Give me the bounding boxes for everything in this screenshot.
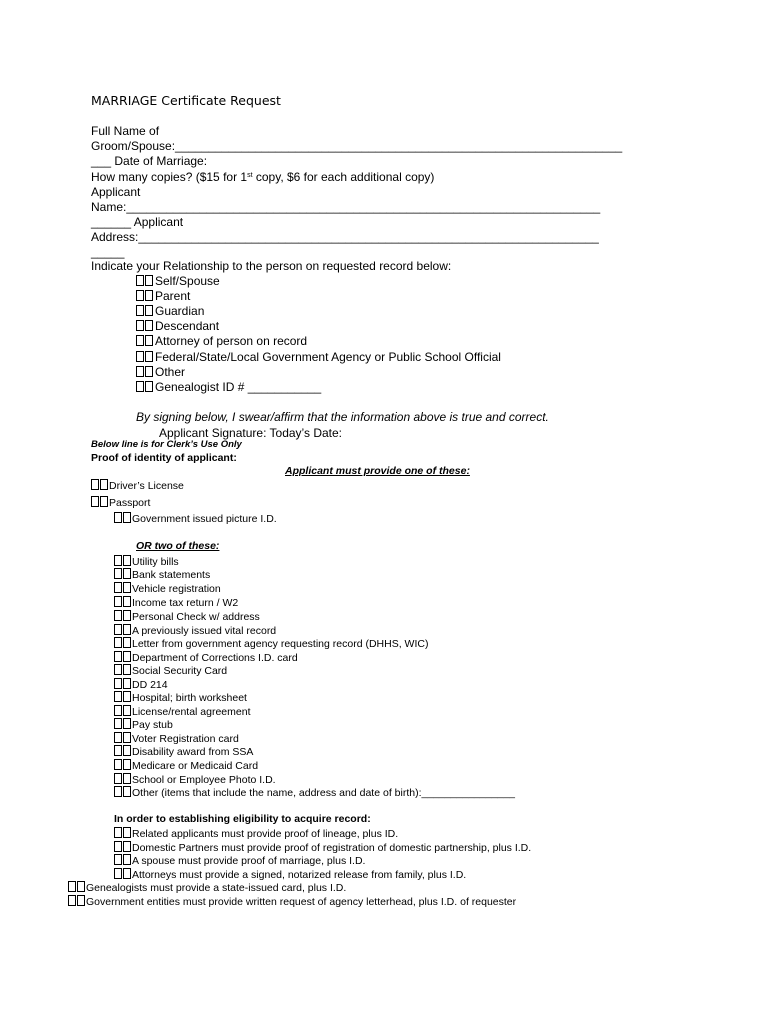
checkbox-icon	[123, 651, 131, 662]
applicant-address-field: Address:_____________________________________________________________________	[91, 230, 599, 244]
id-option-social-security: Social Security Card	[114, 664, 227, 677]
id-option-gov-letter: Letter from government agency requesting record (DHHS, WIC)	[114, 637, 428, 650]
id-option-medicare-card: Medicare or Medicaid Card	[114, 759, 258, 772]
checkbox-icon	[136, 290, 144, 301]
checkbox-icon	[123, 841, 131, 852]
checkbox-icon	[145, 351, 153, 362]
checkbox-icon	[145, 335, 153, 346]
relationship-heading: Indicate your Relationship to the person on requested record below:	[91, 259, 452, 273]
id-option-other: Other (items that include the name, address and date of birth):________________	[114, 786, 515, 799]
checkbox-icon	[114, 555, 122, 566]
date-of-marriage-field: ___ Date of Marriage:	[91, 154, 208, 168]
checkbox-icon	[114, 691, 122, 702]
checkbox-icon	[123, 827, 131, 838]
relationship-option-parent: Parent	[136, 290, 190, 302]
relationship-option-other: Other	[136, 366, 185, 378]
checkbox-icon	[114, 568, 122, 579]
checkbox-icon	[123, 568, 131, 579]
checkbox-icon	[114, 732, 122, 743]
checkbox-icon	[114, 637, 122, 648]
checkbox-icon	[136, 305, 144, 316]
id-option-gov-picture-id: Government issued picture I.D.	[114, 512, 277, 525]
checkbox-icon	[145, 320, 153, 331]
checkbox-icon	[123, 610, 131, 621]
checkbox-icon	[123, 773, 131, 784]
eligibility-heading: In order to establishing eligibility to acquire record:	[114, 813, 371, 825]
id-option-drivers-license: Driver’s License	[91, 479, 184, 492]
checkbox-icon	[136, 366, 144, 377]
id-option-passport: Passport	[91, 496, 150, 509]
checkbox-icon	[123, 868, 131, 879]
checkbox-icon	[123, 637, 131, 648]
checkbox-icon	[114, 868, 122, 879]
eligibility-item-attorneys: Attorneys must provide a signed, notarized release from family, plus I.D.	[114, 868, 466, 881]
id-option-income-tax: Income tax return / W2	[114, 596, 238, 609]
id-option-hospital-worksheet: Hospital; birth worksheet	[114, 691, 247, 704]
id-option-voter-registration: Voter Registration card	[114, 732, 239, 745]
checkbox-icon	[123, 691, 131, 702]
id-option-personal-check: Personal Check w/ address	[114, 610, 260, 623]
relationship-option-self: Self/Spouse	[136, 275, 220, 287]
checkbox-icon	[68, 881, 76, 892]
checkbox-icon	[123, 555, 131, 566]
checkbox-icon	[68, 895, 76, 906]
checkbox-icon	[123, 786, 131, 797]
relationship-option-genealogist: Genealogist ID # ___________	[136, 381, 321, 393]
checkbox-icon	[123, 624, 131, 635]
checkbox-icon	[114, 624, 122, 635]
checkbox-icon	[145, 381, 153, 392]
checkbox-icon	[136, 335, 144, 346]
checkbox-icon	[114, 827, 122, 838]
checkbox-icon	[123, 596, 131, 607]
checkbox-icon	[114, 773, 122, 784]
affirmation-text: By signing below, I swear/affirm that the information above is true and correct.	[136, 410, 549, 424]
checkbox-icon	[145, 275, 153, 286]
address-tail: _____	[91, 245, 125, 259]
relationship-option-agency: Federal/State/Local Government Agency or Public School Official	[136, 351, 501, 363]
id-option-vehicle-registration: Vehicle registration	[114, 582, 221, 595]
id-option-photo-id: School or Employee Photo I.D.	[114, 773, 276, 786]
id-option-corrections-card: Department of Corrections I.D. card	[114, 651, 298, 664]
id-option-bank-statements: Bank statements	[114, 568, 210, 581]
checkbox-icon	[100, 496, 108, 507]
checkbox-icon	[114, 841, 122, 852]
id-option-pay-stub: Pay stub	[114, 718, 173, 731]
checkbox-icon	[123, 664, 131, 675]
checkbox-icon	[114, 610, 122, 621]
full-name-label: Full Name of	[91, 124, 160, 138]
applicant-label: Applicant	[91, 185, 141, 199]
checkbox-icon	[114, 786, 122, 797]
checkbox-icon	[114, 512, 122, 523]
applicant-line: ______ Applicant	[91, 215, 184, 229]
groom-spouse-field: Groom/Spouse:___________________________________________________________________	[91, 139, 623, 153]
checkbox-icon	[136, 275, 144, 286]
checkbox-icon	[114, 718, 122, 729]
checkbox-icon	[114, 745, 122, 756]
must-provide-heading: Applicant must provide one of these:	[285, 465, 470, 477]
relationship-option-guardian: Guardian	[136, 305, 204, 317]
eligibility-item-government: Government entities must provide written request of agency letterhead, plus I.D. of requester	[68, 895, 516, 908]
checkbox-icon	[123, 854, 131, 865]
checkbox-icon	[145, 290, 153, 301]
relationship-option-descendant: Descendant	[136, 320, 219, 332]
checkbox-icon	[145, 305, 153, 316]
checkbox-icon	[123, 718, 131, 729]
checkbox-icon	[136, 320, 144, 331]
checkbox-icon	[136, 381, 144, 392]
checkbox-icon	[91, 496, 99, 507]
checkbox-icon	[114, 705, 122, 716]
checkbox-icon	[114, 854, 122, 865]
relationship-option-attorney: Attorney of person on record	[136, 335, 307, 347]
eligibility-item-spouse: A spouse must provide proof of marriage, plus I.D.	[114, 854, 365, 867]
checkbox-icon	[123, 678, 131, 689]
checkbox-icon	[114, 664, 122, 675]
id-option-rental-agreement: License/rental agreement	[114, 705, 251, 718]
proof-of-identity-heading: Proof of identity of applicant:	[91, 452, 237, 464]
signature-line: Applicant Signature: Today’s Date:	[159, 426, 343, 440]
checkbox-icon	[123, 705, 131, 716]
eligibility-item-domestic: Domestic Partners must provide proof of registration of domestic partnership, plus I.D.	[114, 841, 531, 854]
checkbox-icon	[91, 479, 99, 490]
checkbox-icon	[136, 351, 144, 362]
checkbox-icon	[123, 732, 131, 743]
checkbox-icon	[145, 366, 153, 377]
checkbox-icon	[77, 895, 85, 906]
eligibility-item-genealogists: Genealogists must provide a state-issued card, plus I.D.	[68, 881, 346, 894]
checkbox-icon	[77, 881, 85, 892]
checkbox-icon	[114, 596, 122, 607]
eligibility-item-related: Related applicants must provide proof of lineage, plus ID.	[114, 827, 398, 840]
id-option-utility-bills: Utility bills	[114, 555, 179, 568]
checkbox-icon	[123, 745, 131, 756]
id-option-vital-record: A previously issued vital record	[114, 624, 276, 637]
checkbox-icon	[114, 651, 122, 662]
clerk-use-note: Below line is for Clerk’s Use Only	[91, 439, 242, 450]
checkbox-icon	[114, 678, 122, 689]
applicant-name-field: Name:_______________________________________________________________________	[91, 200, 601, 214]
id-option-dd214: DD 214	[114, 678, 168, 691]
checkbox-icon	[114, 582, 122, 593]
id-option-disability-award: Disability award from SSA	[114, 745, 253, 758]
checkbox-icon	[123, 759, 131, 770]
checkbox-icon	[114, 759, 122, 770]
checkbox-icon	[100, 479, 108, 490]
checkbox-icon	[123, 512, 131, 523]
or-two-heading: OR two of these:	[136, 540, 220, 552]
page-title: MARRIAGE Certificate Request	[91, 93, 281, 108]
checkbox-icon	[123, 582, 131, 593]
copies-question: How many copies? ($15 for 1st copy, $6 for each additional copy)	[91, 170, 435, 184]
